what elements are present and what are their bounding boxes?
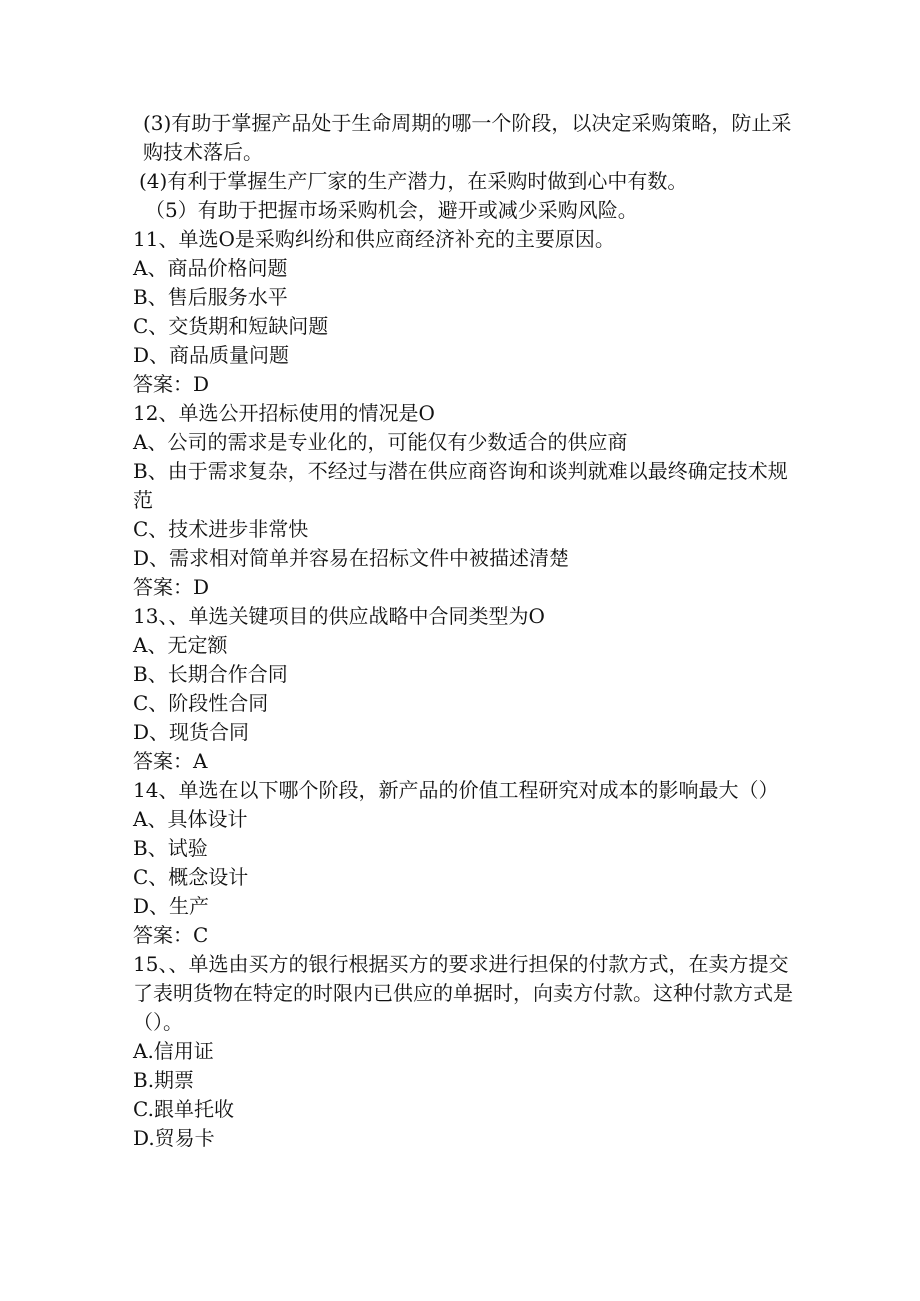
option-c: C、交货期和短缺问题: [133, 314, 329, 338]
option-b: B、由于需求复杂，不经过与潜在供应商咨询和谈判就难以最终确定技术规范: [133, 459, 788, 512]
option-a: A、无定额: [133, 633, 228, 657]
question-stem: 13、、单选关键项目的供应战略中合同类型为O: [133, 604, 545, 628]
option-c: C.跟单托收: [133, 1097, 234, 1121]
question-stem: 14、单选在以下哪个阶段，新产品的价值工程研究对成本的影响最大（）: [133, 778, 779, 802]
option-c: C、概念设计: [133, 865, 249, 889]
option-c: C、技术进步非常快: [133, 517, 309, 541]
option-a: A.信用证: [133, 1039, 214, 1063]
question-stem: 15、、单选由买方的银行根据买方的要求进行担保的付款方式，在卖方提交了表明货物在特定的时限内已供应的单据时，向卖方付款。这种付款方式是（）。: [133, 952, 793, 1034]
document-body: [133, 109, 798, 1153]
option-d: D、生产: [133, 894, 210, 918]
option-d: D、现货合同: [133, 720, 250, 744]
option-d: D、需求相对简单并容易在招标文件中被描述清楚: [133, 546, 570, 570]
question-stem: 11、单选O是采购纠纷和供应商经济补充的主要原因。: [133, 227, 615, 251]
option-d: D、商品质量问题: [133, 343, 290, 367]
option-d: D.贸易卡: [133, 1126, 215, 1150]
question-15: [133, 950, 798, 1153]
intro-point-4: (4)有利于掌握生产厂家的生产潜力，在采购时做到心中有数。: [139, 169, 688, 193]
option-a: A、公司的需求是专业化的，可能仅有少数适合的供应商: [133, 430, 628, 454]
answer: 答案：C: [133, 923, 209, 947]
answer: 答案：D: [133, 372, 210, 396]
option-b: B、长期合作合同: [133, 662, 288, 686]
question-14: [133, 776, 798, 950]
option-a: A、具体设计: [133, 807, 248, 831]
intro-point-5: （5）有助于把握市场采购机会，避开或减少采购风险。: [145, 198, 638, 222]
option-c: C、阶段性合同: [133, 691, 269, 715]
option-b: B.期票: [133, 1068, 195, 1092]
question-11: [133, 225, 798, 399]
option-a: A、商品价格问题: [133, 256, 288, 280]
option-b: B、售后服务水平: [133, 285, 288, 309]
answer: 答案：A: [133, 749, 208, 773]
question-12: [133, 399, 798, 602]
question-stem: 12、单选公开招标使用的情况是O: [133, 401, 435, 425]
intro-point-3: (3)有助于掌握产品处于生命周期的哪一个阶段，以决定采购策略，防止采购技术落后。: [143, 111, 792, 164]
question-13: [133, 602, 798, 776]
option-b: B、试验: [133, 836, 208, 860]
answer: 答案：D: [133, 575, 210, 599]
